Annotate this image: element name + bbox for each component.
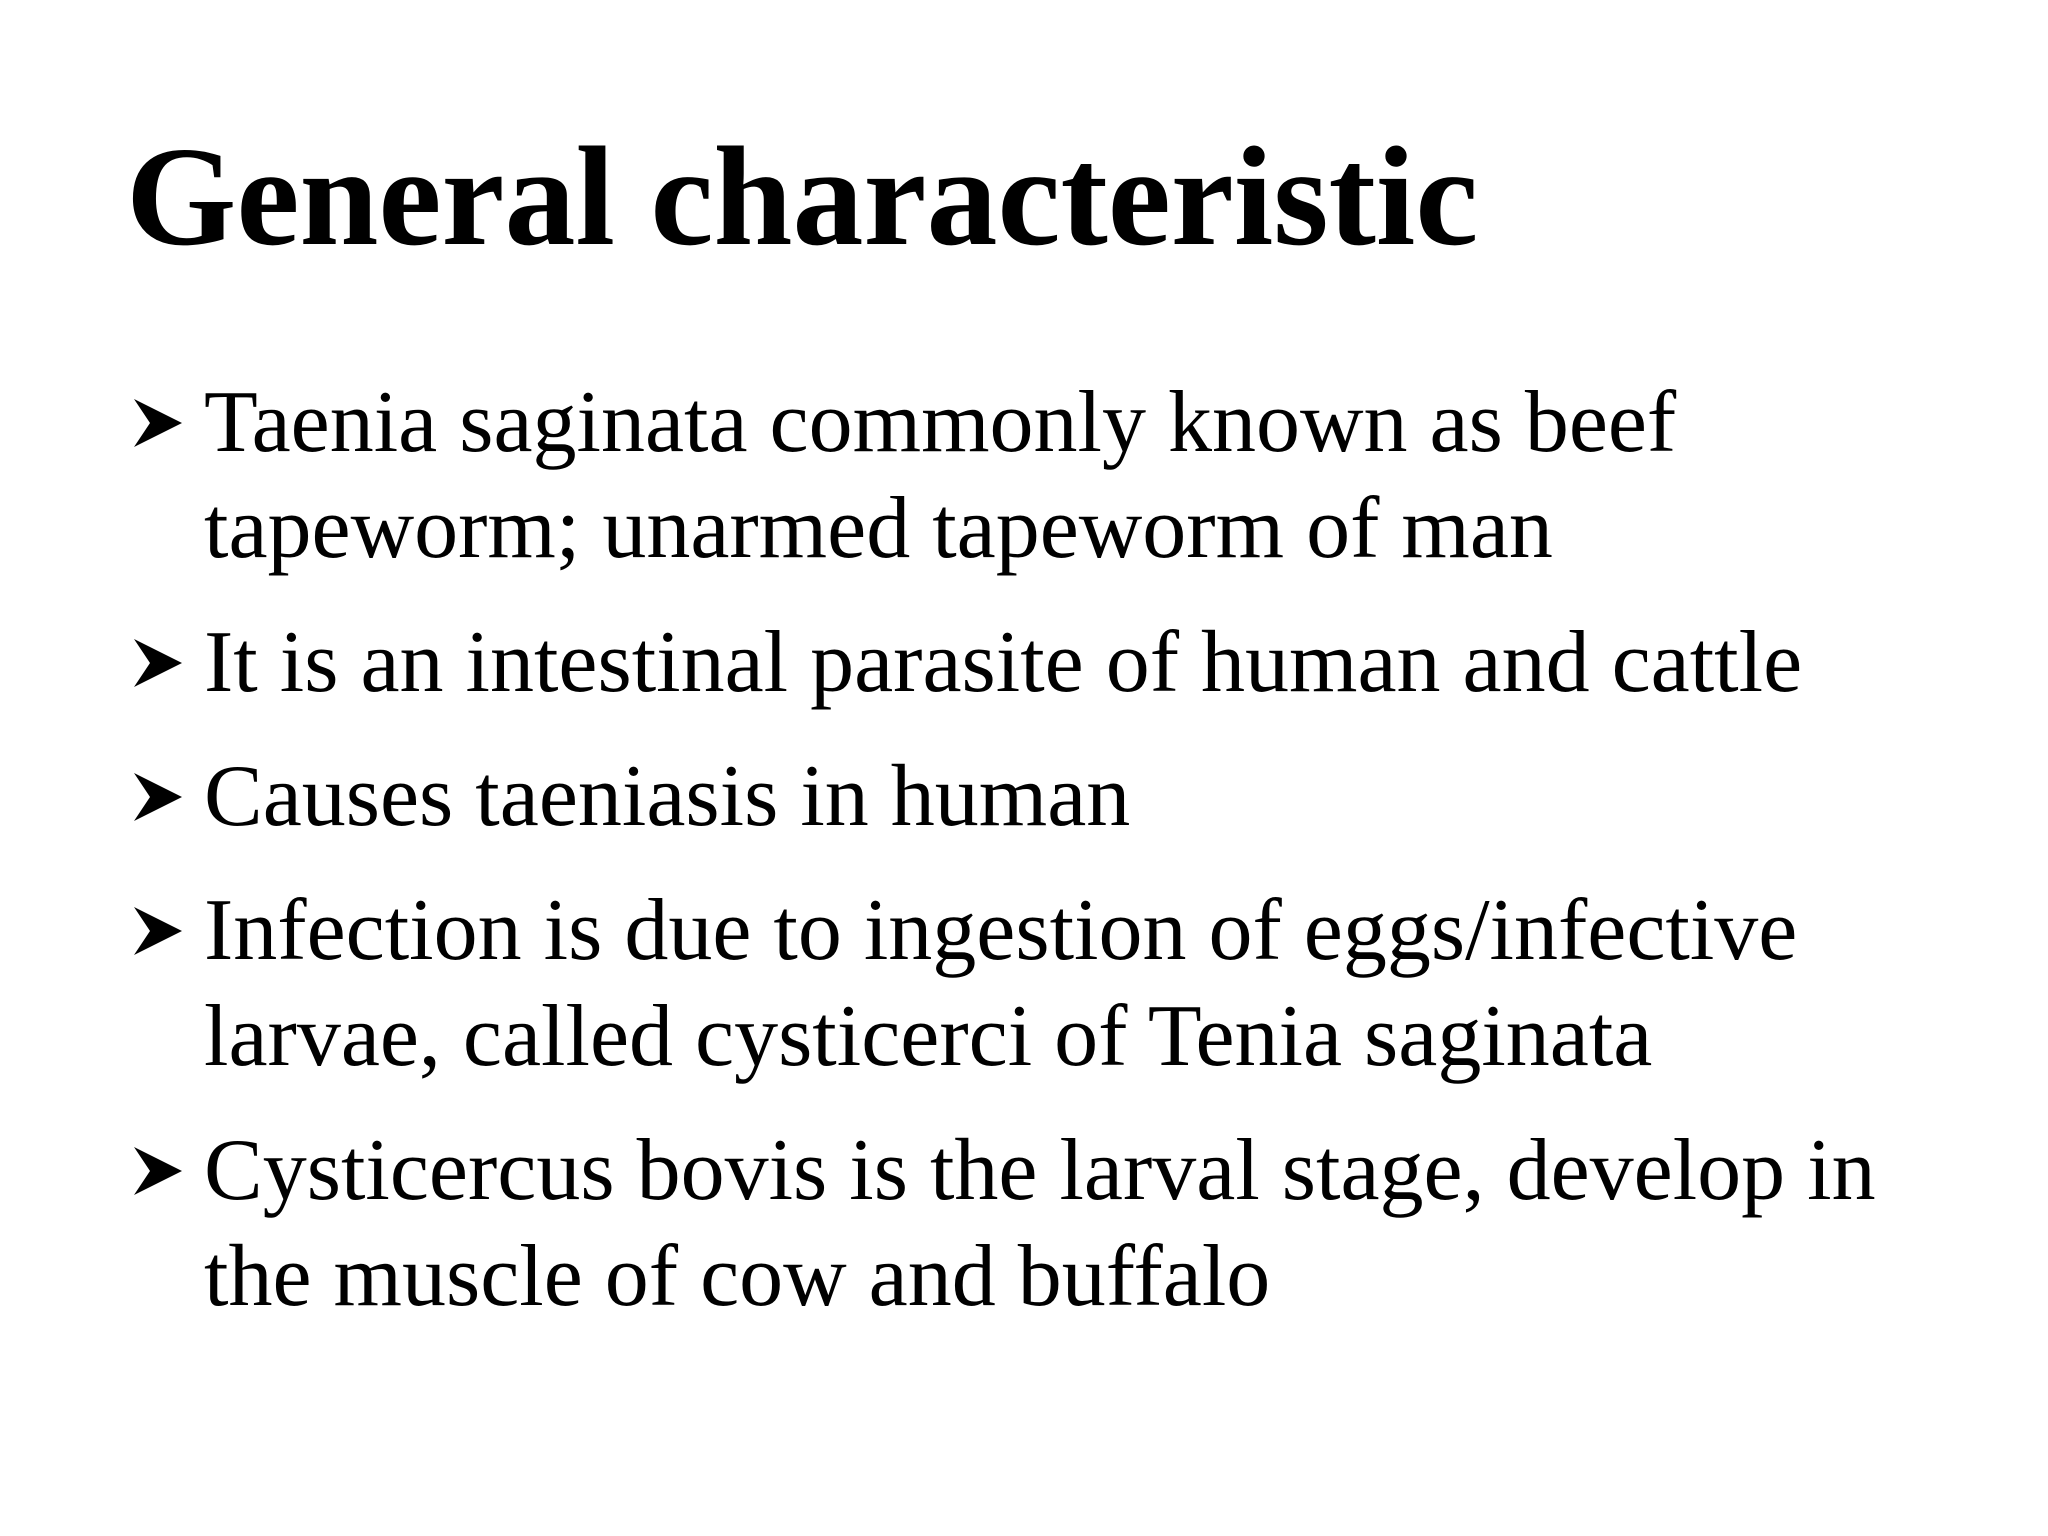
bullet-text: Infection is due to ingestion of eggs/infective larvae, called cysticerci of Tenia saginata — [204, 882, 1798, 1085]
arrowhead-bullet-icon — [130, 744, 204, 850]
bullet-list — [130, 370, 1930, 1358]
bullet-text: Causes taeniasis in human — [204, 748, 1131, 845]
arrowhead-bullet-icon — [130, 878, 204, 984]
arrowhead-bullet-icon — [130, 610, 204, 716]
bullet-item — [130, 878, 1930, 1090]
slide-title: General characteristic — [126, 117, 1479, 275]
bullet-item — [130, 370, 1930, 582]
arrowhead-bullet-icon — [130, 1118, 204, 1224]
bullet-item — [130, 744, 1930, 850]
bullet-text: Cysticercus bovis is the larval stage, develop in the muscle of cow and buffalo — [204, 1122, 1876, 1325]
bullet-item — [130, 1118, 1930, 1330]
bullet-text: It is an intestinal parasite of human and cattle — [204, 614, 1803, 711]
bullet-text: Taenia saginata commonly known as beef tapeworm; unarmed tapeworm of man — [204, 374, 1677, 577]
bullet-item — [130, 610, 1930, 716]
arrowhead-bullet-icon — [130, 370, 204, 476]
